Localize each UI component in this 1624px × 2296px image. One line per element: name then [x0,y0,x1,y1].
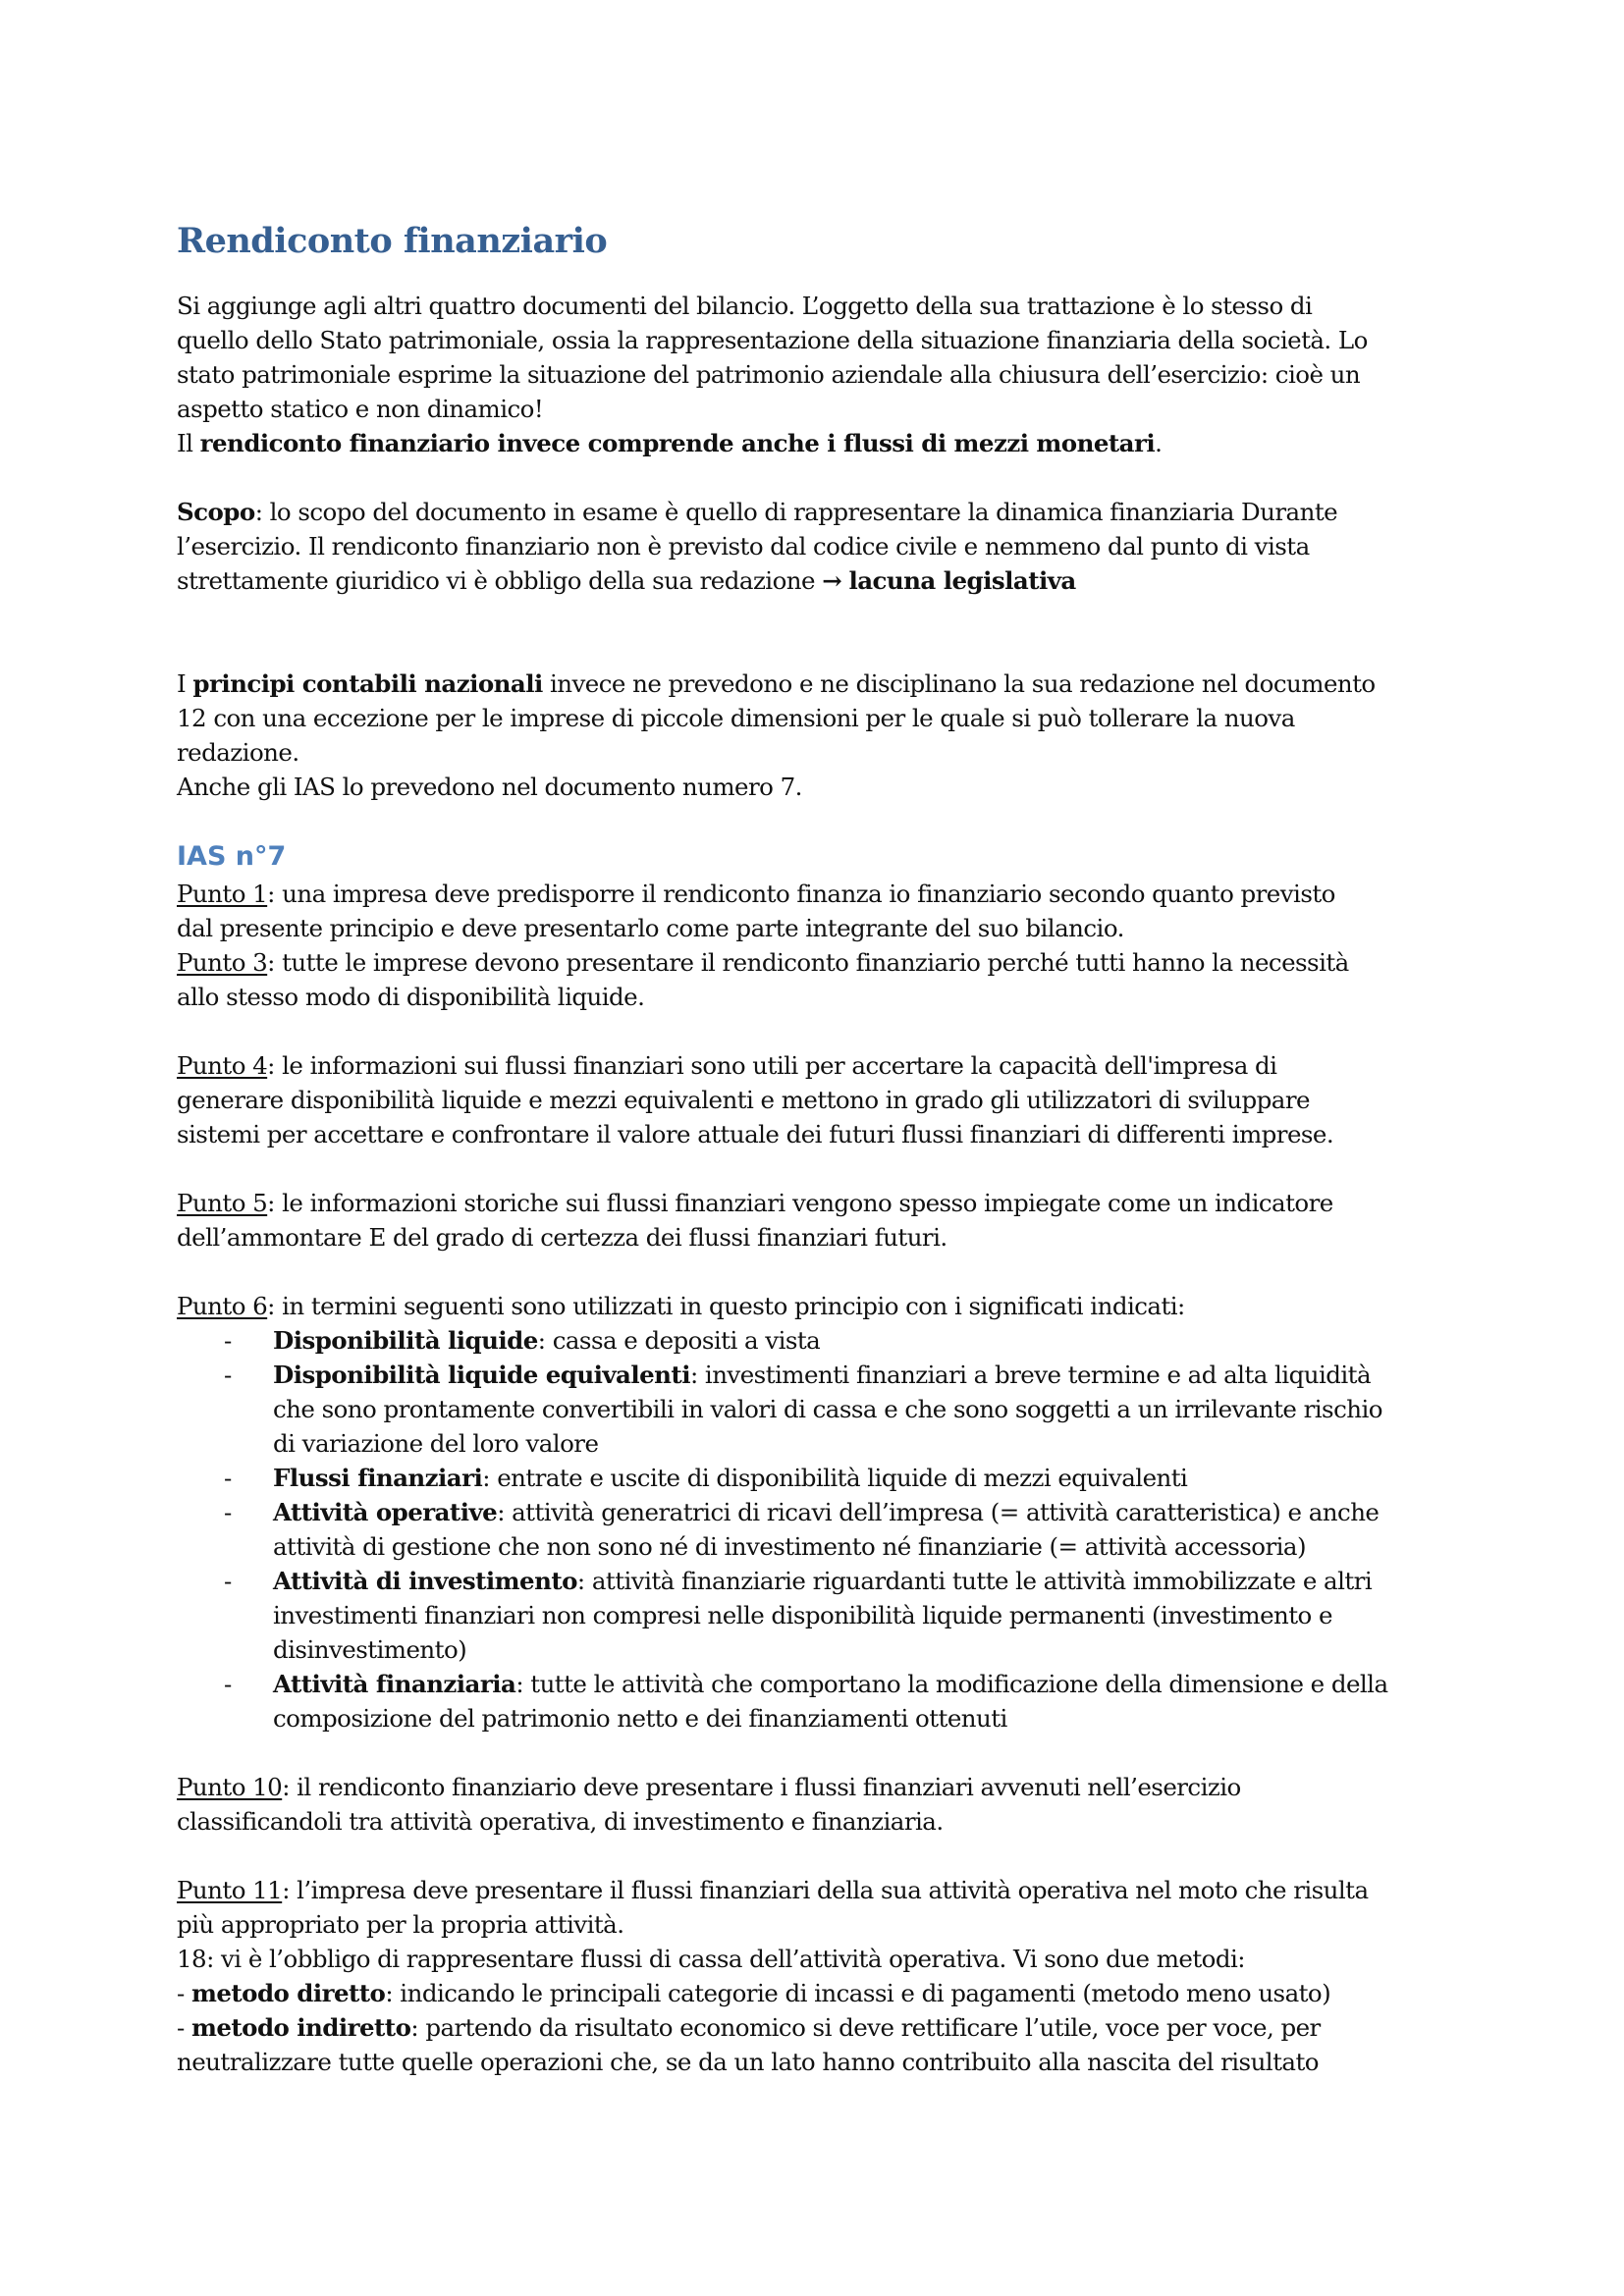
list-item: - Attività di investimento: attività finanziarie riguardanti tutte le attività immobilizzate e altri investimenti finanziari non compresi nelle disponibilità liquide permanenti (investimento e disinvestimento) [273,1564,1487,1667]
punto-4-line: generare disponibilità liquide e mezzi equivalenti e mettono in grado gli utilizzatori di sviluppare [177,1086,1310,1114]
punto-1-label: Punto 1 [177,880,268,908]
list-item: - Flussi finanziari: entrate e uscite di disponibilità liquide di mezzi equivalenti [273,1461,1487,1495]
scopo-line: strettamente giuridico vi è obbligo della sua redazione [177,566,823,595]
punto-3-label: Punto 3 [177,948,268,977]
punto-1-3-paragraph: Punto 1: una impresa deve predisporre il rendiconto finanza io finanziario secondo quanto previsto dal presente principio e deve presentarlo come parte integrante del suo bilancio. Punto 3: tutte le imprese devono presentare il rendiconto finanziario perché tutti hanno la necessità allo stesso modo di disponibilità liquide. [177,877,1487,1014]
punto-3-line: allo stesso modo di disponibilità liquide. [177,983,645,1011]
punto-11-paragraph: Punto 11: l’impresa deve presentare il flussi finanziari della sua attività operativa nel moto che risulta più appropriato per la propria attività. 18: vi è l’obbligo di rappresentare flussi di cassa dell’attività operativa. Vi sono due metodi: - metodo diretto: indicando le principali categorie di incassi e di pagamenti (metodo meno usato) - metodo indiretto: partendo da risultato economico si deve rettificare l’utile, voce per voce, per neutralizzare tutte quelle operazioni che, se da un lato hanno contribuito alla nascita del risultato [177,1873,1487,2079]
metodo-diretto-term: metodo diretto [190,1979,386,2007]
punto-11-label: Punto 11 [177,1876,283,1904]
definition-term: Disponibilità liquide [273,1326,538,1355]
rf-bold-text: rendiconto finanziario invece comprende anche i flussi di mezzi monetari [199,429,1156,457]
scopo-label: Scopo [177,498,255,526]
punto-1-line: dal presente principio e deve presentarlo come parte integrante del suo bilancio. [177,914,1124,942]
rendiconto-line [177,426,1487,460]
punto-18-line: 18: vi è l’obbligo di rappresentare flussi di cassa dell’attività operativa. Vi sono due metodi: [177,1945,1245,1973]
punto-4-label: Punto 4 [177,1051,268,1080]
metodo-indiretto-line: - metodo indiretto: partendo da risultato economico si deve rettificare l’utile, voce per voce, per [177,2013,1321,2042]
punto-11-line: neutralizzare tutte quelle operazioni che, se da un lato hanno contribuito alla nascita del risultato [177,2048,1319,2076]
list-item: - Attività operative: attività generatrici di ricavi dell’impresa (= attività caratteristica) e anche attività di gestione che non sono né di investimento né finanziarie (= attività accessoria) [273,1495,1487,1564]
intro-line: quello dello Stato patrimoniale, ossia la rappresentazione della situazione finanziaria della società. Lo [177,326,1368,354]
punto-11-line: più appropriato per la propria attività. [177,1910,624,1939]
definition-term: Flussi finanziari [273,1464,483,1492]
list-item: - Attività finanziaria: tutte le attività che comportano la modificazione della dimensione e della composizione del patrimonio netto e dei finanziamenti ottenuti [273,1667,1487,1735]
punto-5-label: Punto 5 [177,1189,268,1217]
list-item: - Disponibilità liquide: cassa e depositi a vista [273,1323,1487,1358]
ias-mention-line: Anche gli IAS lo prevedono nel documento numero 7. [177,773,802,801]
punto-10-paragraph: Punto 10: il rendiconto finanziario deve presentare i flussi finanziari avvenuti nell’esercizio classificandoli tra attività operativa, di investimento e finanziaria. [177,1770,1487,1839]
punto-5-paragraph: Punto 5: le informazioni storiche sui flussi finanziari vengono spesso impiegate come un indicatore dell’ammontare E del grado di certezza dei flussi finanziari futuri. [177,1186,1487,1255]
scopo-line: : lo scopo del documento in esame è quello di rappresentare la dinamica finanziaria Durante [254,498,1338,526]
principi-bold-text: principi contabili nazionali [192,669,543,698]
punto-4-paragraph: Punto 4: le informazioni sui flussi finanziari sono utili per accertare la capacità dell'impresa di generare disponibilità liquide e mezzi equivalenti e mettono in grado gli utilizzatori di sviluppare sistemi per accettare e confrontare il valore attuale dei futuri flussi finanziari di differenti imprese. [177,1048,1487,1151]
punto-6-section: Punto 6: in termini seguenti sono utilizzati in questo principio con i significati indicati: - Disponibilità liquide: cassa e depositi a vista - Disponibilità liquide equivalenti: investimenti finanziari a breve termine e ad alta liquidità che sono prontamente convertibili in valori di cassa e che sono soggetti a un irrilevante rischio di variazione del loro valore - Flussi finanziari: entrate e uscite di disponibilità liquide di mezzi equivalenti - Attività operative: attività generatrici di ricavi dell’impresa (= attività caratteristica) e anche attività di gestione che non sono né di investimento né finanziarie (= attività accessoria) - Attività di investimento: attività finanziarie riguardanti tutte le attività immobilizzate e altri investimenti finanziari non compresi nelle disponibilità liquide permanenti (investimento e disinvestimento) - Attività finanziaria: tutte le attività che comportano la modificazione della dimensione e della composizione del patrimonio netto e dei finanziamenti ottenuti [177,1289,1487,1735]
definition-term: Attività operative [273,1498,498,1526]
punto-5-line: dell’ammontare E del grado di certezza dei flussi finanziari futuri. [177,1223,947,1252]
definition-term: Attività finanziaria [273,1670,516,1698]
punto-4-line: sistemi per accettare e confrontare il valore attuale dei futuri flussi finanziari di differenti imprese. [177,1120,1334,1148]
intro-line: stato patrimoniale esprime la situazione del patrimonio aziendale alla chiusura dell’esercizio: cioè un [177,360,1361,389]
scopo-paragraph [177,495,1487,598]
definition-term: Disponibilità liquide equivalenti [273,1361,690,1389]
principi-line: redazione. [177,738,299,767]
metodo-diretto-line: - metodo diretto: indicando le principali categorie di incassi e di pagamenti (metodo meno usato) [177,1979,1331,2007]
scopo-line: l’esercizio. Il rendiconto finanziario non è previsto dal codice civile e nemmeno dal punto di vista [177,532,1310,561]
arrow-icon: → [822,566,842,595]
definition-term: Attività di investimento [273,1567,577,1595]
lacuna-bold-text: lacuna legislativa [848,566,1076,595]
rf-prefix: Il [177,429,200,457]
intro-line: aspetto statico e non dinamico! [177,395,544,423]
list-item: - Disponibilità liquide equivalenti: investimenti finanziari a breve termine e ad alta liquidità che sono prontamente convertibili in valori di cassa e che sono soggetti a un irrilevante rischio di variazione del loro valore [273,1358,1487,1461]
metodo-indiretto-term: metodo indiretto [190,2013,411,2042]
punto-6-label: Punto 6 [177,1292,268,1320]
principi-paragraph: I principi contabili nazionali invece ne prevedono e ne disciplinano la sua redazione nel documento 12 con una eccezione per le imprese di piccole dimensioni per le quale si può tollerare la nuova redazione. Anche gli IAS lo prevedono nel documento numero 7. [177,667,1487,804]
punto-10-line: classificandoli tra attività operativa, di investimento e finanziaria. [177,1807,944,1836]
principi-line: 12 con una eccezione per le imprese di piccole dimensioni per le quale si può tollerare la nuova [177,704,1295,732]
intro-paragraph [177,289,1487,460]
definitions-list [177,1323,1487,1735]
rf-suffix: . [1155,429,1163,457]
punto-10-label: Punto 10 [177,1773,283,1801]
intro-line: Si aggiunge agli altri quattro documenti del bilancio. L’oggetto della sua trattazione è lo stesso di [177,292,1313,320]
ias-heading: IAS n°7 [177,841,287,872]
page-title: Rendiconto finanziario [177,221,608,261]
